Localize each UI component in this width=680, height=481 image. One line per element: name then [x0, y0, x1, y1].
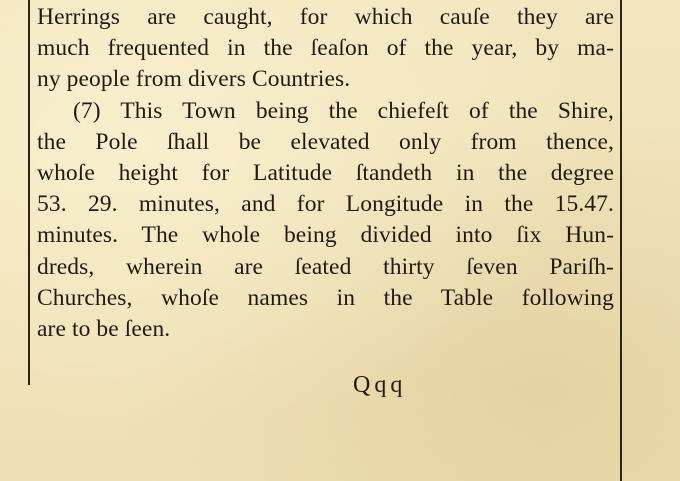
text-line: Herrings are caught, for which cauſe they are	[37, 4, 614, 30]
text-line: whoſe height for Latitude ſtandeth in the degree	[37, 159, 614, 186]
left-margin-rule	[28, 0, 30, 385]
text-line: ny people from divers Countries.	[37, 66, 351, 93]
body-text	[37, 2, 614, 345]
signature-mark: Qqq	[353, 372, 407, 398]
text-line: dreds, wherein are ſeated thirty ſeven Pariſh-	[37, 253, 614, 280]
text-line: minutes. The whole being divided into ſix Hun-	[37, 222, 614, 249]
text-line: are to be ſeen.	[37, 315, 171, 342]
text-line: 53. 29. minutes, and for Longitude in the 15.47.	[37, 191, 614, 218]
right-margin-rule	[620, 0, 622, 481]
text-line: the Pole ſhall be elevated only from thence,	[37, 128, 614, 155]
text-line: (7) This Town being the chiefeſt of the Shire,	[73, 97, 614, 124]
text-line: Churches, whoſe names in the Table following	[37, 284, 614, 311]
text-line: much frequented in the ſeaſon of the year, by ma-	[37, 35, 614, 62]
